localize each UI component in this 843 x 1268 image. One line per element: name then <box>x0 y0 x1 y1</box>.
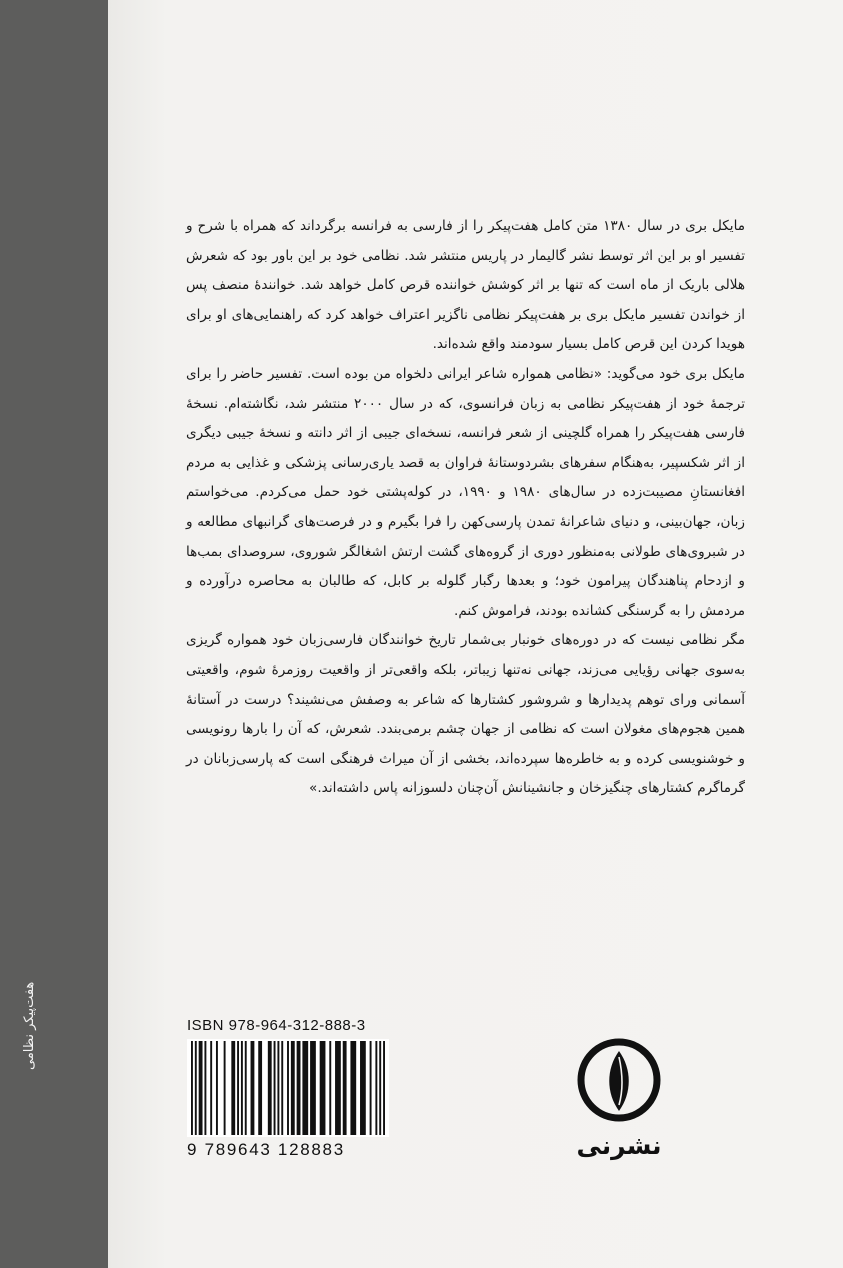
barcode-bar <box>241 1041 243 1135</box>
blurb-text <box>186 212 745 804</box>
barcode-bar <box>335 1041 341 1135</box>
publisher-logo <box>574 1035 664 1160</box>
barcode-bar <box>350 1041 356 1135</box>
barcode-bar <box>302 1041 308 1135</box>
barcode-bar <box>383 1041 385 1135</box>
barcode-bar <box>375 1041 377 1135</box>
barcode-bar <box>274 1041 276 1135</box>
barcode-bar <box>251 1041 255 1135</box>
barcode-bar <box>360 1041 366 1135</box>
barcode-bar <box>277 1041 279 1135</box>
barcode-bar <box>224 1041 226 1135</box>
blurb-paragraph-1: مایکل بری در سال ۱۳۸۰ متن کامل هفت‌پیکر را از فارسی به فرانسه برگرداند که همراه با شرح و تفسیر او بر این اثر توسط نشر گالیمار در پاریس منتشر شد. نظامی خود بر این باور بود که شعرش هلالی باریک از ماه است که تنها بر اثر کوشش خواننده قرص کامل خواهد شد. خوانندهٔ منصف پس از خواندن تفسیر مایکل بری بر هفت‌پیکر نظامی ناگزیر اعتراف خواهد کرد که راهنمایی‌های او برای هویدا کردن این قرص کامل بسیار سودمند واقع شده‌اند. <box>186 218 745 353</box>
barcode-bar <box>231 1041 235 1135</box>
barcode-number: 9 789643 128883 <box>187 1140 345 1159</box>
barcode-bar <box>329 1041 331 1135</box>
barcode-bar <box>210 1041 212 1135</box>
barcode-bar <box>195 1041 197 1135</box>
barcode <box>187 1039 389 1137</box>
barcode-bar <box>287 1041 289 1135</box>
barcode-bar <box>310 1041 316 1135</box>
book-spine <box>0 0 108 1268</box>
barcode-bar <box>191 1041 193 1135</box>
barcode-bar <box>379 1041 381 1135</box>
barcode-bar <box>291 1041 295 1135</box>
barcode-bar <box>320 1041 326 1135</box>
barcode-bar <box>216 1041 218 1135</box>
barcode-bar <box>237 1041 239 1135</box>
isbn-label: ISBN 978-964-312-888-3 <box>187 1017 366 1034</box>
barcode-bar <box>204 1041 206 1135</box>
barcode-bar <box>268 1041 272 1135</box>
barcode-bar <box>258 1041 262 1135</box>
barcode-bar <box>343 1041 347 1135</box>
reed-leaf-in-circle-icon <box>574 1035 664 1125</box>
barcode-bar <box>199 1041 203 1135</box>
publisher-name: نشرنی <box>576 1131 662 1160</box>
barcode-bar <box>370 1041 372 1135</box>
blurb-paragraph-3: مگر نظامی نیست که در دوره‌های خونبار بی‌شمار تاریخ خوانندگان فارسی‌زبان خود همواره گریزی به‌سوی جهانی رؤیایی می‌زند، جهانی نه‌تنها زیباتر، بلکه واقعی‌تر از واقعیت روزمرهٔ شوم، واقعیتی آسمانی ورای توهم پدیدارها و شروشور کشتارها که شاعر به وصفش می‌نشیند؟ درست در آستانهٔ همین هجوم‌های مغولان است که نظامی از جهان چشم برمی‌بندد. شعرش، که آن را بارها رونویسی و خوشنویسی کرده و به خاطره‌ها سپرده‌اند، بخشی از آن میراث فرهنگی است که پارسی‌زبانان در گرماگرم کشتارهای چنگیزخان و جانشینانش آن‌چنان دلسوزانه پاس داشته‌اند.» <box>186 632 745 797</box>
barcode-bar <box>297 1041 301 1135</box>
barcode-bar <box>281 1041 283 1135</box>
barcode-bars <box>187 1039 389 1137</box>
barcode-bar <box>245 1041 247 1135</box>
spine-title: هفت‌پیکر نظامی <box>22 981 37 1070</box>
blurb-paragraph-2: مایکل بری خود می‌گوید: «نظامی همواره شاعر ایرانی دلخواه من بوده است. تفسیر حاضر را برای ترجمهٔ خود از هفت‌پیکر نظامی به زبان فرانسوی، که در سال ۲۰۰۰ منتشر شد، نگاشته‌ام. نسخهٔ فارسی هفت‌پیکر را همراه گلچینی از شعر فرانسه، نسخه‌ای جیبی از اثر دانته و نسخهٔ جیبی دیگری از اثر شکسپیر، به‌هنگام سفرهای بشردوستانهٔ فراوان به قصد یاری‌رسانی پزشکی و غذایی به مردم افغانستانِ مصیبت‌زده در سال‌های ۱۹۸۰ و ۱۹۹۰، در کوله‌پشتی خود حمل می‌کردم. می‌خواستم زبان، جهان‌بینی، و دنیای شاعرانهٔ تمدن پارسی‌کهن را فرا بگیرم و در فرصت‌های گرانبهای مطالعه و در شبروی‌های طولانی به‌منظور دوری از گروه‌های گشت ارتش اشغالگر شوروی، سروصدای بمب‌ها و ازدحام پناهندگان پیرامون خود؛ و بعدها رگبار گلوله بر کابل، که طالبان به محاصره درآورده و مردمش را به گرسنگی کشانده بودند، فراموش کنم. <box>186 365 745 619</box>
